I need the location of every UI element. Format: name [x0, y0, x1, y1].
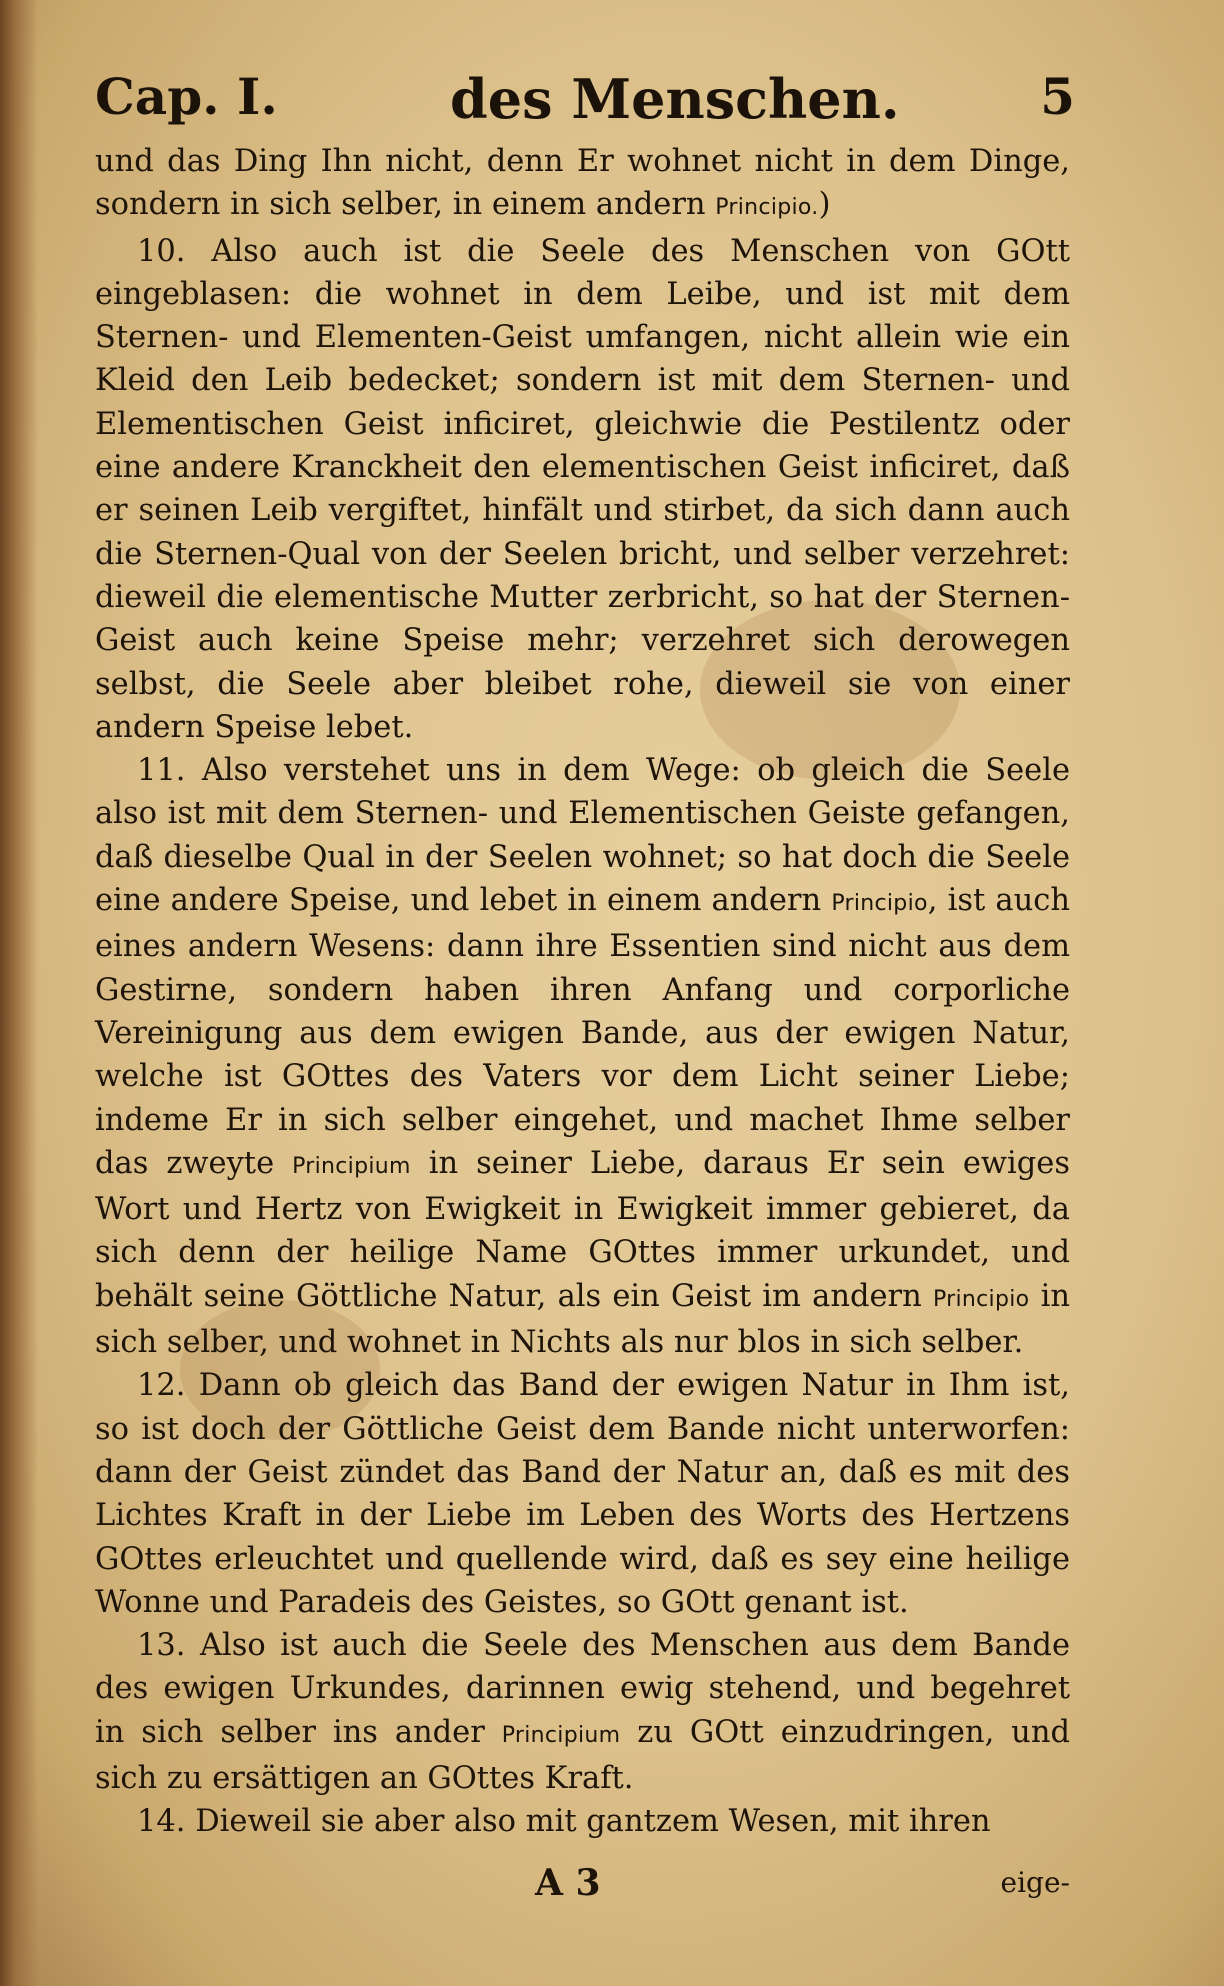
- body-text: [95, 140, 1070, 1844]
- paragraph-p11: [95, 749, 1070, 1364]
- text-segment: 12. Dann ob gleich das Band der ewigen Natur in Ihm ist, so ist doch der Göttliche Geist dem Bande nicht unterworfen: dann der Geist zündet das Band der Natur an, daß es mit des Lichtes Kraft in der Liebe im Leben des Worts des Hertzens GOttes erleuchtet und quellende wird, daß es sey eine heilige Wonne und Paradeis des Geistes, so GOtt genant ist.: [95, 1368, 1070, 1620]
- running-title: des Menschen.: [450, 67, 900, 131]
- text-segment: zu GOtt einzudringen, und sich zu ersättigen an GOttes Kraft.: [95, 1714, 1070, 1796]
- text-segment: 14. Dieweil sie aber also mit gantzem Wesen, mit ihren: [137, 1804, 991, 1840]
- catchword: eige-: [1000, 1866, 1070, 1899]
- signature-mark: A 3: [535, 1862, 601, 1904]
- latin-term: Principio: [932, 1286, 1030, 1312]
- text-segment: ): [818, 187, 831, 223]
- paragraph-cont: [95, 140, 1070, 230]
- paragraph-p12: [95, 1364, 1070, 1624]
- binding-edge: [0, 0, 38, 1986]
- latin-term: Principium: [501, 1722, 621, 1748]
- text-segment: 11. Also verstehet uns in dem Wege: ob gleich die Seele also ist mit dem Sternen- und Elementischen Geiste gefangen, daß dieselbe Qual in der Seelen wohnet; so hat doch die Seele eine andere Speise, und lebet in einem andern: [95, 753, 1070, 919]
- latin-term: Principio.: [715, 195, 819, 221]
- paragraph-p10: [95, 230, 1070, 750]
- text-segment: 10. Also auch ist die Seele des Menschen von GOtt eingeblasen: die wohnet in dem Leibe, und ist mit dem Sternen- und Elementen-Geist umfangen, nicht allein wie ein Kleid den Leib bedecket; sondern ist mit dem Sternen- und Elementischen Geist inficiret, gleichwie die Pestilentz oder eine andere Kranckheit den elementischen Geist inficiret, daß er seinen Leib vergiftet, hinfält und stirbet, da sich dann auch die Sternen-Qual von der Seelen bricht, und selber verzehret: dieweil die elementische Mutter zerbricht, so hat der Sternen-Geist auch keine Speise mehr; verzehret sich derowegen selbst, die Seele aber bleibet rohe, dieweil sie von einer andern Speise lebet.: [95, 233, 1070, 745]
- text-segment: in seiner Liebe, daraus Er sein ewiges Wort und Hertz von Ewigkeit in Ewigkeit immer gebieret, da sich denn der heilige Name GOttes immer urkundet, und behält seine Göttliche Natur, als ein Geist im andern: [95, 1145, 1070, 1314]
- latin-term: Principium: [292, 1153, 411, 1179]
- page-number: 5: [1040, 67, 1075, 126]
- text-segment: , ist auch eines andern Wesens: dann ihre Essentien sind nicht aus dem Gestirne, sondern haben ihren Anfang und corporliche Vereinigung aus dem ewigen Bande, aus der ewigen Natur, welche ist GOttes des Vaters vor dem Licht seiner Liebe; indeme Er in sich selber eingehet, und machet Ihme selber das zweyte: [95, 883, 1070, 1181]
- paragraph-p14: [95, 1800, 1070, 1843]
- page-footer: [95, 1862, 1070, 1922]
- chapter-label: Cap. I.: [95, 67, 278, 126]
- paragraph-p13: [95, 1624, 1070, 1800]
- text-segment: und das Ding Ihn nicht, denn Er wohnet nicht in dem Dinge, sondern in sich selber, in einem andern: [95, 144, 1070, 223]
- running-header: [95, 55, 1075, 135]
- latin-term: Principio: [831, 891, 928, 917]
- text-segment: 13. Also ist auch die Seele des Menschen aus dem Bande des ewigen Urkundes, darinnen ewig stehend, und begehret in sich selber ins ander: [95, 1628, 1070, 1750]
- text-segment: in sich selber, und wohnet in Nichts als nur blos in sich selber.: [95, 1278, 1071, 1361]
